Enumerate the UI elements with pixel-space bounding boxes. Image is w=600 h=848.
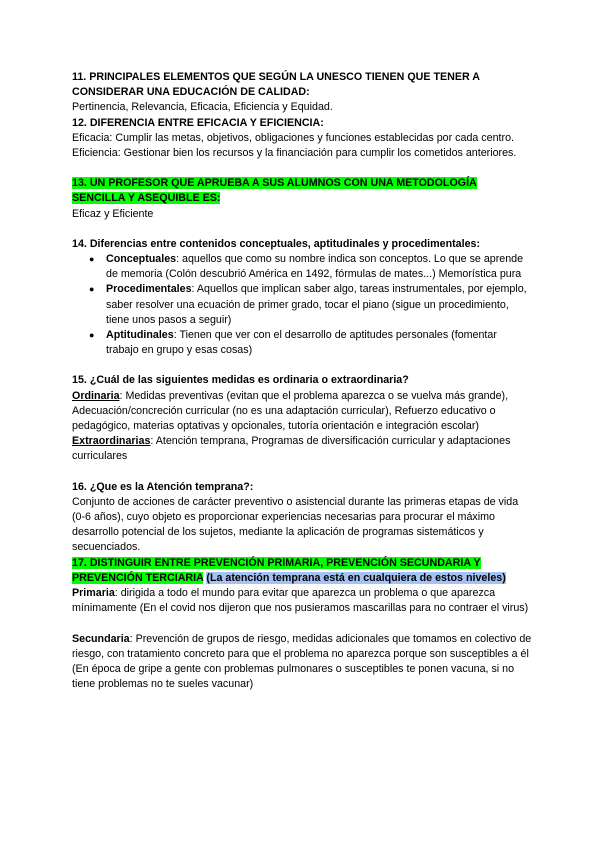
q12-eficacia: Eficacia: Cumplir las metas, objetivos, obligaciones y funciones establecidas por cada centro. — [72, 131, 514, 144]
list-item: ● Procedimentales: Aquellos que implican saber algo, tareas instrumentales, por ejemplo, saber resolver una ecuación de primer grado, tocar el piano (sigue un procedimiento, tiene unos pasos a seguir) — [89, 283, 527, 326]
q14-text-conceptuales: : aquellos que como su nombre indica son conceptos. Lo que se aprende de memoria (Colón descubrió América en 1492, fórmulas de mates...) Memorística pura — [106, 253, 524, 281]
q17-primaria-text: : dirigida a todo el mundo para evitar que aparezca un problema o que aparezca mínimamente (En el covid nos dijeron que nos pusieramos mascarillas para no contraer el virus) — [72, 587, 529, 615]
q14-list — [72, 252, 532, 358]
q16-title: 16. ¿Que es la Atención temprana?: — [72, 480, 254, 493]
q15-extra-text: : Atención temprana, Programas de diversificación curricular y adaptaciones curriculares — [72, 435, 511, 463]
q15-title: 15. ¿Cuál de las siguientes medidas es ordinaria o extraordinaria? — [72, 374, 409, 387]
q11-answer: Pertinencia, Relevancia, Eficacia, Eficiencia y Equidad. — [72, 101, 333, 114]
q15-extra-label: Extraordinarias — [72, 435, 151, 448]
q13-answer: Eficaz y Eficiente — [72, 207, 154, 220]
q14-term-procedimentales: Procedimentales — [106, 283, 192, 296]
q16-answer: Conjunto de acciones de carácter preventivo o asistencial durante las primeras etapas de vida (0-6 años), cuyo objeto es proporcionar experiencias necesarias para procurar el máximo desarrollo potencial de los sujetos, mediante la aplicación de programas sistemáticos y secuenciados. — [72, 495, 519, 554]
q12-eficiencia: Eficiencia: Gestionar bien los recursos y la financiación para cumplir los cometidos anteriores. — [72, 147, 517, 160]
q17-secundaria-text: : Prevención de grupos de riesgo, medidas adicionales que tomamos en colectivo de riesgo, con tratamiento concreto para que el problema no aparezca porque son susceptibles a él (En época de gripe a gente con problemas pulmonares o susceptibles te ponen vacuna, si no tiene problemas no te sueles vacunar) — [72, 632, 532, 691]
q12-title: 12. DIFERENCIA ENTRE EFICACIA Y EFICIENCIA: — [72, 116, 324, 129]
q17-primaria — [72, 586, 532, 616]
q11-title: 11. PRINCIPALES ELEMENTOS QUE SEGÚN LA UNESCO TIENEN QUE TENER A CONSIDERAR UNA EDUCACIÓN DE CALIDAD: — [72, 71, 480, 99]
q15-ordinaria — [72, 389, 532, 435]
q17-secundaria — [72, 632, 532, 693]
q17-primaria-label: Primaria — [72, 587, 115, 600]
list-item: ● Aptitudinales: Tienen que ver con el desarrollo de aptitudes personales (fomentar trabajo en grupo y esas cosas) — [89, 329, 497, 357]
q17-note: (La atención temprana está en cualquiera de estos niveles) — [206, 571, 506, 584]
q13-title: 13. UN PROFESOR QUE APRUEBA A SUS ALUMNOS CON UNA METODOLOGÍA SENCILLA Y ASEQUIBLE ES: — [72, 177, 477, 205]
q17-title: 17. DISTINGUIR ENTRE PREVENCIÓN PRIMARIA, PREVENCIÓN SECUNDARIA Y PREVENCIÓN TERCIARIA — [72, 556, 481, 584]
list-item: ● Conceptuales: aquellos que como su nombre indica son conceptos. Lo que se aprende de memoria (Colón descubrió América en 1492, fórmulas de mates...) Memorística pura — [89, 253, 524, 281]
q14-text-aptitudinales: : Tienen que ver con el desarrollo de aptitudes personales (fomentar trabajo en grupo y esas cosas) — [106, 329, 497, 357]
q15-extraordinaria — [72, 434, 532, 464]
q17-title-block — [72, 556, 532, 586]
q14-title: 14. Diferencias entre contenidos conceptuales, aptitudinales y procedimentales: — [72, 237, 481, 250]
document-body — [72, 70, 532, 692]
q15-ordinaria-text: : Medidas preventivas (evitan que el problema aparezca o se vuelva más grande), Adecuación/concreción curricular (no es una adaptación curricular), Refuerzo educativo o pedagógico, materias optativas y opcionales, tutoría orientación e integración escolar) — [72, 389, 509, 433]
q14-term-conceptuales: Conceptuales — [106, 253, 177, 266]
q14-term-aptitudinales: Aptitudinales — [106, 329, 174, 342]
q14-text-procedimentales: : Aquellos que implican saber algo, tareas instrumentales, por ejemplo, saber resolver una ecuación de primer grado, tocar el piano (sigue un procedimiento, tiene unos pasos a seguir) — [106, 283, 527, 326]
q15-ordinaria-label: Ordinaria — [72, 389, 120, 402]
q17-secundaria-label: Secundaria — [72, 632, 130, 645]
q13-title-block — [72, 176, 532, 206]
